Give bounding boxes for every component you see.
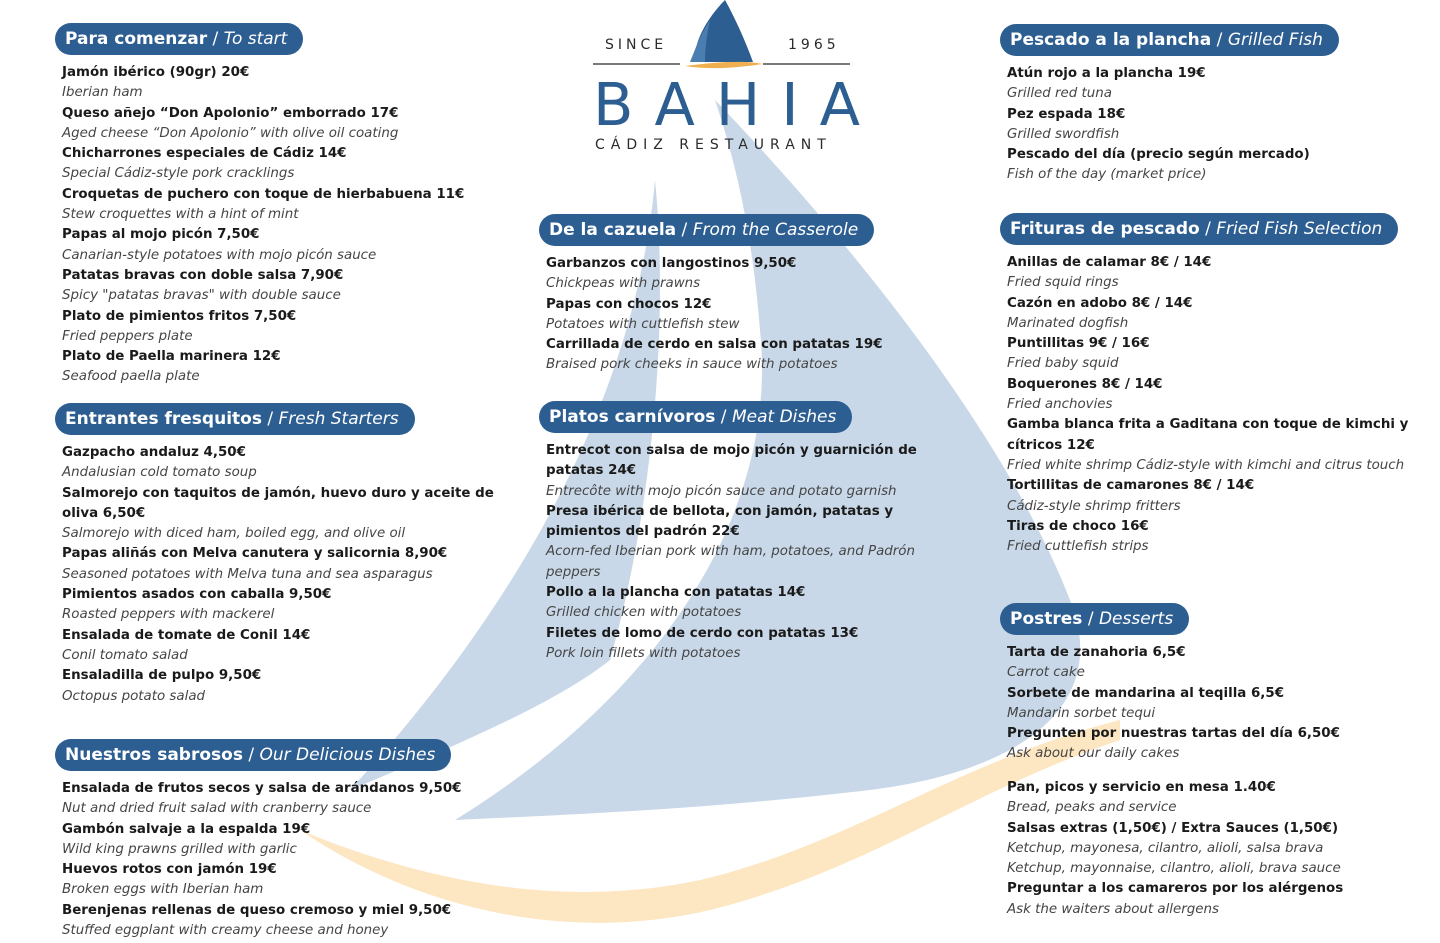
section-header: Entrantes fresquitos / Fresh Starters (55, 403, 415, 435)
menu-item-name: Boquerones 8€ / 14€ (1007, 376, 1163, 392)
menu-item (546, 624, 959, 665)
menu-item-name: Ensaladilla de pulpo 9,50€ (62, 668, 262, 684)
menu-item (62, 185, 495, 226)
menu-item (62, 626, 495, 667)
menu-item-name: Pez espada 18€ (1007, 106, 1126, 122)
menu-item (1007, 879, 1410, 920)
menu-item-description: Wild king prawns grilled with garlic (62, 841, 297, 857)
section-desserts (1000, 603, 1410, 765)
menu-item (546, 335, 959, 376)
section-header: Nuestros sabrosos / Our Delicious Dishes (55, 739, 451, 771)
menu-item-description: Fried anchovies (1007, 397, 1113, 413)
section-header: Frituras de pescado / Fried Fish Selection (1000, 213, 1398, 245)
menu-item-description: Grilled chicken with potatoes (546, 605, 742, 621)
menu-item (62, 666, 495, 707)
item-list (1000, 64, 1410, 186)
section-extras (1000, 778, 1410, 920)
menu-item-description: Marinated dogfish (1007, 315, 1129, 331)
menu-item-description: Mandarin sorbet tequi (1007, 705, 1156, 721)
menu-item-description: Bread, peaks and service (1007, 800, 1177, 816)
menu-item (1007, 859, 1410, 879)
section-casserole (539, 214, 959, 376)
menu-item-name: Pan, picos y servicio en mesa 1.40€ (1007, 780, 1276, 795)
menu-item-name: Ensalada de tomate de Conil 14€ (62, 627, 311, 643)
menu-item-name: Patatas bravas con doble salsa 7,90€ (62, 267, 344, 283)
menu-item-description: Grilled swordfish (1007, 126, 1120, 142)
menu-item-name: Plato de Paella marinera 12€ (62, 349, 281, 365)
menu-item (546, 441, 959, 502)
menu-item-name: Carrillada de cerdo en salsa con patatas 19€ (546, 337, 883, 353)
menu-item (1007, 724, 1410, 765)
menu-item-description: Fried peppers plate (62, 328, 193, 344)
menu-item-description: Fried squid rings (1007, 275, 1119, 291)
menu-item-description: Ask about our daily cakes (1007, 746, 1180, 762)
menu-item-description: Iberian ham (62, 85, 143, 101)
menu-item-name: Pescado del día (precio según mercado) (1007, 147, 1310, 163)
menu-item (1007, 334, 1410, 375)
logo-name: BAHIA (593, 70, 881, 139)
menu-item-name: Tortillitas de camarones 8€ / 14€ (1007, 478, 1255, 494)
menu-item-description: Ketchup, mayonesa, cilantro, alioli, salsa brava (1007, 840, 1324, 856)
section-header: Pescado a la plancha / Grilled Fish (1000, 24, 1339, 56)
menu-item-name: Presa ibérica de bellota, con jamón, patatas y pimientos del padrón 22€ (546, 503, 894, 540)
menu-item-name: Tiras de choco 16€ (1007, 518, 1149, 534)
menu-item (62, 63, 495, 104)
menu-item-name: Cazón en adobo 8€ / 14€ (1007, 295, 1193, 311)
section-meat (539, 401, 959, 664)
menu-item (62, 144, 495, 185)
menu-item (62, 104, 495, 145)
menu-item (546, 295, 959, 336)
menu-item-description: Chickpeas with prawns (546, 276, 701, 292)
menu-item-description: Broken eggs with Iberian ham (62, 882, 264, 898)
menu-item-name: Plato de pimientos fritos 7,50€ (62, 308, 297, 324)
menu-item (62, 585, 495, 626)
menu-item (1007, 375, 1410, 416)
section-grilled (1000, 24, 1410, 186)
section-header: De la cazuela / From the Casserole (539, 214, 874, 246)
menu-item (62, 901, 495, 942)
menu-item (1007, 517, 1410, 558)
menu-item-name: Gazpacho andaluz 4,50€ (62, 445, 246, 460)
menu-item-description: Fish of the day (market price) (1007, 167, 1207, 183)
menu-item-name: Tarta de zanahoria 6,5€ (1007, 645, 1186, 660)
menu-item (1007, 778, 1410, 819)
menu-item-description: Roasted peppers with mackerel (62, 607, 275, 623)
restaurant-logo (585, 0, 881, 160)
menu-item (62, 820, 495, 861)
menu-item-name: Anillas de calamar 8€ / 14€ (1007, 255, 1212, 270)
menu-item-description: Special Cádiz-style pork cracklings (62, 166, 295, 182)
menu-item (62, 307, 495, 348)
menu-item-description: Seafood paella plate (62, 369, 200, 385)
item-list (55, 443, 495, 707)
menu-item-name: Queso añejo “Don Apolonio” emborrado 17€ (62, 105, 399, 121)
section-delicious (55, 739, 495, 941)
item-list (539, 254, 959, 376)
section-header: Para comenzar / To start (55, 23, 303, 55)
menu-item (1007, 64, 1410, 105)
menu-item-description: Cádiz-style shrimp fritters (1007, 498, 1181, 514)
section-start (55, 23, 495, 388)
menu-item (62, 860, 495, 901)
menu-item-name: Chicharrones especiales de Cádiz 14€ (62, 146, 347, 162)
menu-item-description: Andalusian cold tomato soup (62, 465, 257, 481)
menu-item-name: Pollo a la plancha con patatas 14€ (546, 585, 806, 601)
item-list (55, 779, 495, 941)
menu-item (62, 544, 495, 585)
menu-item-name: Croquetas de puchero con toque de hierbabuena 11€ (62, 186, 465, 202)
menu-item-description: Fried white shrimp Cádiz-style with kimchi and citrus touch (1007, 457, 1405, 473)
menu-item (1007, 294, 1410, 335)
menu-item-description: Seasoned potatoes with Melva tuna and sea asparagus (62, 566, 433, 582)
menu-item-name: Atún rojo a la plancha 19€ (1007, 66, 1206, 81)
menu-item (1007, 684, 1410, 725)
menu-item (62, 779, 495, 820)
menu-item-name: Jamón ibérico (90gr) 20€ (62, 65, 250, 80)
menu-item-name: Berenjenas rellenas de queso cremoso y miel 9,50€ (62, 902, 452, 918)
menu-item (546, 254, 959, 295)
menu-item (546, 583, 959, 624)
menu-item-name: Gamba blanca frita a Gaditana con toque de kimchi y cítricos 12€ (1007, 417, 1409, 453)
menu-item-description: Carrot cake (1007, 665, 1085, 681)
menu-item-description: Grilled red tuna (1007, 86, 1112, 102)
menu-item-name: Gambón salvaje a la espalda 19€ (62, 821, 311, 837)
menu-item (546, 502, 959, 583)
section-fried (1000, 213, 1410, 557)
menu-item (1007, 253, 1410, 294)
item-list (1000, 253, 1410, 557)
menu-item-description: Octopus potato salad (62, 688, 206, 704)
menu-item-name: Salsas extras (1,50€) / Extra Sauces (1,50€) (1007, 820, 1339, 836)
section-header: Postres / Desserts (1000, 603, 1189, 635)
menu-item-description: Fried cuttlefish strips (1007, 539, 1149, 555)
menu-item-description: Ketchup, mayonnaise, cilantro, alioli, brava sauce (1007, 861, 1341, 877)
menu-item-name: Preguntar a los camareros por los alérgenos (1007, 881, 1344, 897)
menu-item (62, 347, 495, 388)
item-list (539, 441, 959, 664)
menu-item-name: Garbanzos con langostinos 9,50€ (546, 256, 797, 271)
menu-item-name: Salmorejo con taquitos de jamón, huevo duro y aceite de oliva 6,50€ (62, 485, 494, 521)
menu-item-name: Ensalada de frutos secos y salsa de arándanos 9,50€ (62, 781, 462, 796)
menu-item-description: Stew croquettes with a hint of mint (62, 207, 299, 223)
menu-item (1007, 415, 1410, 476)
logo-since: SINCE (605, 37, 668, 53)
menu-item-name: Sorbete de mandarina al teqilla 6,5€ (1007, 685, 1285, 701)
menu-item-name: Entrecot con salsa de mojo picón y guarnición de patatas 24€ (546, 443, 917, 479)
menu-item-description: Pork loin fillets with potatoes (546, 645, 741, 661)
menu-item-description: Spicy "patatas bravas" with double sauce (62, 288, 341, 304)
menu-item (62, 225, 495, 266)
menu-item-name: Pimientos asados con caballa 9,50€ (62, 587, 332, 603)
menu-item-description: Canarian-style potatoes with mojo picón sauce (62, 247, 377, 263)
menu-item-description: Braised pork cheeks in sauce with potatoes (546, 357, 838, 373)
menu-item-description: Potatoes with cuttlefish stew (546, 316, 740, 332)
menu-item (1007, 145, 1410, 186)
logo-year: 1965 (788, 37, 840, 53)
menu-item-description: Entrecôte with mojo picón sauce and potato garnish (546, 483, 897, 499)
menu-item-name: Papas al mojo picón 7,50€ (62, 227, 260, 243)
menu-item-description: Stuffed eggplant with creamy cheese and honey (62, 923, 389, 939)
item-list (55, 63, 495, 388)
menu-item-name: Filetes de lomo de cerdo con patatas 13€ (546, 625, 859, 641)
menu-item-name: Papas aliñás con Melva canutera y salicornia 8,90€ (62, 546, 448, 562)
item-list (1000, 643, 1410, 765)
menu-item-description: Fried baby squid (1007, 356, 1119, 372)
menu-item (62, 443, 495, 484)
logo-subtitle: CÁDIZ RESTAURANT (595, 137, 832, 153)
menu-item (62, 484, 495, 545)
menu-item-description: Aged cheese “Don Apolonio” with olive oil coating (62, 125, 399, 141)
menu-item (62, 266, 495, 307)
menu-item (1007, 476, 1410, 517)
menu-item-name: Puntillitas 9€ / 16€ (1007, 336, 1150, 352)
menu-item-name: Pregunten por nuestras tartas del día 6,50€ (1007, 726, 1340, 742)
menu-item (1007, 105, 1410, 146)
section-fresh (55, 403, 495, 707)
menu-item-description: Salmorejo with diced ham, boiled egg, and olive oil (62, 526, 406, 542)
menu-item (1007, 819, 1410, 860)
menu-item (1007, 643, 1410, 684)
menu-item-description: Nut and dried fruit salad with cranberry sauce (62, 801, 372, 817)
menu-item-description: Conil tomato salad (62, 647, 188, 663)
menu-item-name: Huevos rotos con jamón 19€ (62, 862, 277, 878)
menu-item-description: Ask the waiters about allergens (1007, 901, 1219, 917)
menu-item-name: Papas con chocos 12€ (546, 296, 712, 312)
section-header: Platos carnívoros / Meat Dishes (539, 401, 852, 433)
item-list (1000, 778, 1410, 920)
menu-item-description: Acorn-fed Iberian pork with ham, potatoes, and Padrón peppers (546, 544, 915, 580)
